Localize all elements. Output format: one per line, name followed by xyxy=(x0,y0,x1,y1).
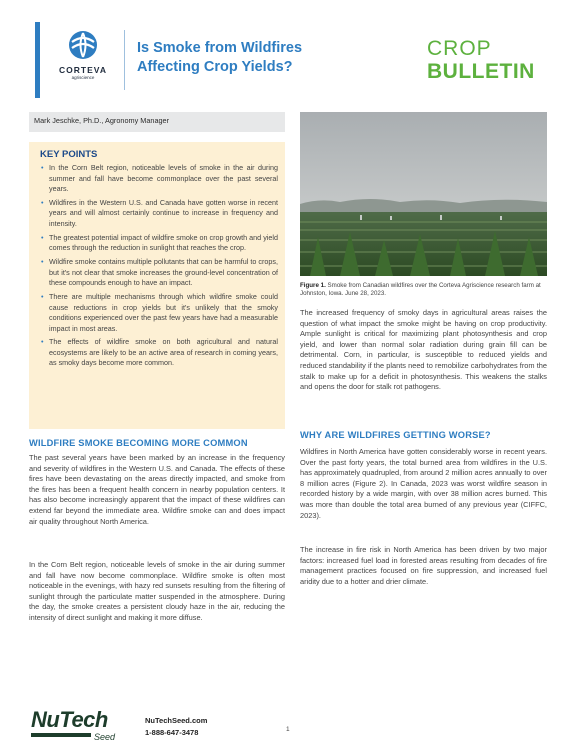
page-number: 1 xyxy=(286,726,290,733)
nutech-logo-seed: Seed xyxy=(94,732,116,742)
right-paragraph-2: Wildfires in North America have gotten considerably worse in recent years. Over the past forty years, the total burned area from wildfires in the U.S. has approximately quadrupled, from around 2 million acres annually to over 8 million acres (Figure 2). In Canada, 2023 was worst wildfire season in recorded history by a wide margin, with over 38 million acres burned. This was more than double the total area burned of any previous year (CIFFC, 2023). xyxy=(300,447,547,520)
section-heading-why: WHY ARE WILDFIRES GETTING WORSE? xyxy=(300,430,491,440)
brand-subname: agriscience xyxy=(71,75,95,80)
figure-photo xyxy=(300,112,547,276)
right-paragraph-3: The increase in fire risk in North America has been driven by two major factors: increased fuel load in forested areas resulting from decades of fire management practices focused on fire suppression, and increased fuel aridity due to a hotter and drier climate. xyxy=(300,545,547,586)
key-points-title: KEY POINTS xyxy=(40,149,98,160)
key-point-item: • There are multiple mechanisms through which wildfire smoke could cause reductions in crop yields but it's unlikely that the smoky conditions experienced over the past few years have had a measurable impact in most areas. xyxy=(40,292,278,334)
author-name: Mark Jeschke, Ph.D., Agronomy Manager xyxy=(34,116,170,125)
brand-name: CORTEVA xyxy=(59,65,107,75)
footer-url: NuTechSeed.com xyxy=(145,716,208,725)
section-heading-smoke: WILDFIRE SMOKE BECOMING MORE COMMON xyxy=(29,438,248,448)
footer-phone: 1-888-647-3478 xyxy=(145,728,199,737)
key-point-item: • Wildfire smoke contains multiple pollutants that can be harmful to crops, but it's not clear that smoke increases the ground-level concentration of these compounds enough to have an impact. xyxy=(40,257,278,289)
corteva-logo xyxy=(50,30,120,100)
bulletin-label: BULLETIN xyxy=(427,60,535,83)
key-points-list xyxy=(40,163,278,372)
author-bar xyxy=(29,112,285,132)
title-line-2: Affecting Crop Yields? xyxy=(137,59,293,75)
page-title xyxy=(137,39,387,77)
crop-label: CROP xyxy=(427,37,492,60)
figure-label: Figure 1. xyxy=(300,282,326,289)
nutech-swoosh xyxy=(31,733,91,737)
figure-caption xyxy=(300,282,547,299)
key-point-item: • The greatest potential impact of wildfire smoke on crop growth and yield comes through the reduction in sunlight that reaches the crop. xyxy=(40,233,278,254)
header-accent-bar xyxy=(35,22,40,98)
figure-caption-text: Smoke from Canadian wildfires over the Corteva Agriscience research farm at Johnston, Iowa. June 28, 2023. xyxy=(300,282,541,298)
key-points-box xyxy=(29,142,285,429)
key-point-item: • In the Corn Belt region, noticeable levels of smoke in the air during summer and fall have become commonplace over the past several years. xyxy=(40,163,278,195)
title-line-1: Is Smoke from Wildfires xyxy=(137,40,303,56)
corteva-mark-icon xyxy=(68,30,98,60)
section1-paragraph-2: In the Corn Belt region, noticeable levels of smoke in the air during summer and fall have now become commonplace. Wildfire smoke is often most noticeable in the evenings, with hazy red sunsets resulting from the filtering of sunlight through the particulate matter suspended in the atmosphere. During the day, the smoke creates a persistent cloudy haze in the air, reducing the intensity of direct sunlight and making it more diffuse. xyxy=(29,560,285,622)
nutech-logo-text: NuTech xyxy=(31,707,108,732)
right-paragraph-1: The increased frequency of smoky days in agricultural areas raises the question of what impact the smoke might be having on crop productivity. Ample sunlight is critical for maximizing plant photosynthesis and crop yield, and lower than normal solar radiation during grain fill can be detrimental. Corn, in particular, is susceptible to reduced yields and reduced standability if the plants need to remobilize carbohydrates from the stalk to make up for a deficit in photosynthesis. This weakens the stalks and opens the door for stalk rot pathogens. xyxy=(300,308,547,392)
nutech-logo xyxy=(28,707,138,747)
key-point-item: • The effects of wildfire smoke on both agricultural and natural ecosystems are likely to be an active area of research in coming years, as smoky days become more common. xyxy=(40,337,278,369)
header-divider xyxy=(124,30,125,90)
section1-paragraph-1: The past several years have been marked by an increase in the frequency and severity of wildfires in the Western U.S. and Canada. The effects of these fires have been devastating on the areas directly impacted, and smoke from the fires has been a frequent health concern in nearby population centers. It has also become increasingly apparent that the impact of these wildfires can extend far beyond the immediate area. Wildfire smoke can and does impact air quality throughout North America. xyxy=(29,453,285,526)
key-point-item: • Wildfires in the Western U.S. and Canada have gotten worse in recent years and will almost certainly continue to increase in frequency and intensity. xyxy=(40,198,278,230)
smoky-cornfield-image xyxy=(300,112,547,276)
